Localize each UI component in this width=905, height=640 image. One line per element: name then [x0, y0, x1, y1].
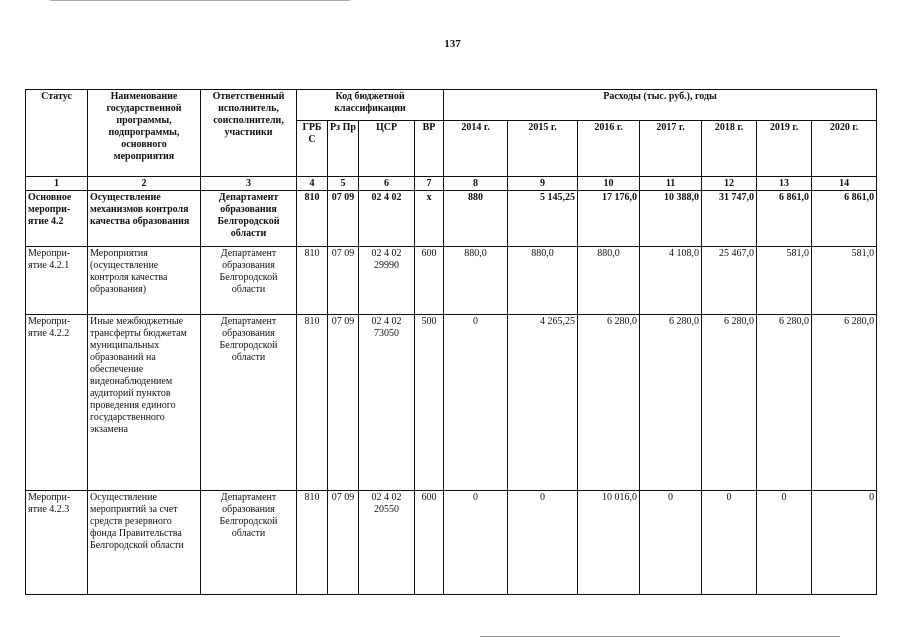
row-vr: 600	[415, 247, 444, 315]
row-value: 880,0	[444, 247, 508, 315]
column-number-row	[26, 177, 877, 191]
column-number: 3	[201, 177, 297, 191]
row-value: 0	[508, 491, 578, 595]
header-year: 2020 г.	[812, 121, 877, 177]
row-name: Мероприятия (осуществление контроля качества образования)	[88, 247, 201, 315]
row-rzpr: 07 09	[328, 191, 359, 247]
column-number: 9	[508, 177, 578, 191]
row-grbs: 810	[297, 191, 328, 247]
page-number: 137	[444, 38, 461, 50]
row-value: 0	[444, 315, 508, 491]
table-row	[26, 191, 877, 247]
row-rzpr: 07 09	[328, 247, 359, 315]
row-name: Осуществление мероприятий за счет средств резервного фонда Правительства Белгородской области	[88, 491, 201, 595]
row-grbs: 810	[297, 247, 328, 315]
row-value: 0	[702, 491, 757, 595]
header-budget-code: Код бюджетной классификации	[297, 90, 444, 121]
column-number: 2	[88, 177, 201, 191]
row-value: 4 108,0	[640, 247, 702, 315]
row-status: Основное меропри-ятие 4.2	[26, 191, 88, 247]
header-year: 2016 г.	[578, 121, 640, 177]
row-value: 0	[812, 491, 877, 595]
table-row	[26, 247, 877, 315]
row-value: 581,0	[812, 247, 877, 315]
row-grbs: 810	[297, 315, 328, 491]
row-value: 4 265,25	[508, 315, 578, 491]
row-value: 0	[757, 491, 812, 595]
row-name: Осуществление механизмов контроля качества образования	[88, 191, 201, 247]
header-responsible: Ответственный исполнитель, соисполнители, участники	[201, 90, 297, 177]
row-value: 6 280,0	[578, 315, 640, 491]
row-csr: 02 4 02 73050	[359, 315, 415, 491]
row-value: 6 861,0	[757, 191, 812, 247]
row-value: 6 280,0	[757, 315, 812, 491]
row-status: Меропри-ятие 4.2.1	[26, 247, 88, 315]
scan-bottom-edge	[480, 636, 840, 637]
row-responsible: Департамент образования Белгородской области	[201, 315, 297, 491]
row-value: 6 280,0	[640, 315, 702, 491]
row-value: 581,0	[757, 247, 812, 315]
row-vr: х	[415, 191, 444, 247]
column-number: 6	[359, 177, 415, 191]
column-number: 13	[757, 177, 812, 191]
scan-top-edge	[50, 0, 350, 1]
header-status: Статус	[26, 90, 88, 177]
row-grbs: 810	[297, 491, 328, 595]
header-vr: ВР	[415, 121, 444, 177]
row-value: 10 388,0	[640, 191, 702, 247]
row-value: 880	[444, 191, 508, 247]
table-row	[26, 315, 877, 491]
row-value: 6 280,0	[702, 315, 757, 491]
row-value: 31 747,0	[702, 191, 757, 247]
row-value: 6 861,0	[812, 191, 877, 247]
row-rzpr: 07 09	[328, 491, 359, 595]
row-csr: 02 4 02 20550	[359, 491, 415, 595]
column-number: 10	[578, 177, 640, 191]
row-value: 25 467,0	[702, 247, 757, 315]
row-rzpr: 07 09	[328, 315, 359, 491]
header-year: 2015 г.	[508, 121, 578, 177]
budget-table	[25, 89, 877, 595]
header-year: 2019 г.	[757, 121, 812, 177]
header-rzpr: Рз Пр	[328, 121, 359, 177]
row-value: 0	[640, 491, 702, 595]
header-csr: ЦСР	[359, 121, 415, 177]
row-value: 6 280,0	[812, 315, 877, 491]
row-value: 880,0	[578, 247, 640, 315]
row-vr: 500	[415, 315, 444, 491]
header-year: 2014 г.	[444, 121, 508, 177]
column-number: 11	[640, 177, 702, 191]
header-year: 2018 г.	[702, 121, 757, 177]
row-csr: 02 4 02 29990	[359, 247, 415, 315]
row-value: 0	[444, 491, 508, 595]
row-vr: 600	[415, 491, 444, 595]
row-status: Меропри-ятие 4.2.2	[26, 315, 88, 491]
row-value: 5 145,25	[508, 191, 578, 247]
header-year: 2017 г.	[640, 121, 702, 177]
row-value: 880,0	[508, 247, 578, 315]
row-name: Иные межбюджетные трансферты бюджетам муниципальных образований на обеспечение видеонаблюдением аудиторий пунктов проведения единого государственного экзамена	[88, 315, 201, 491]
row-value: 10 016,0	[578, 491, 640, 595]
column-number: 12	[702, 177, 757, 191]
row-responsible: Департамент образования Белгородской области	[201, 491, 297, 595]
column-number: 4	[297, 177, 328, 191]
column-number: 8	[444, 177, 508, 191]
column-number: 5	[328, 177, 359, 191]
row-responsible: Департамент образования Белгородской области	[201, 191, 297, 247]
row-csr: 02 4 02	[359, 191, 415, 247]
header-expenses: Расходы (тыс. руб.), годы	[444, 90, 877, 121]
table-row	[26, 491, 877, 595]
column-number: 1	[26, 177, 88, 191]
header-grbs: ГРБ С	[297, 121, 328, 177]
row-status: Меропри-ятие 4.2.3	[26, 491, 88, 595]
row-responsible: Департамент образования Белгородской области	[201, 247, 297, 315]
header-name: Наименование государственной программы, подпрограммы, основного мероприятия	[88, 90, 201, 177]
row-value: 17 176,0	[578, 191, 640, 247]
column-number: 14	[812, 177, 877, 191]
column-number: 7	[415, 177, 444, 191]
